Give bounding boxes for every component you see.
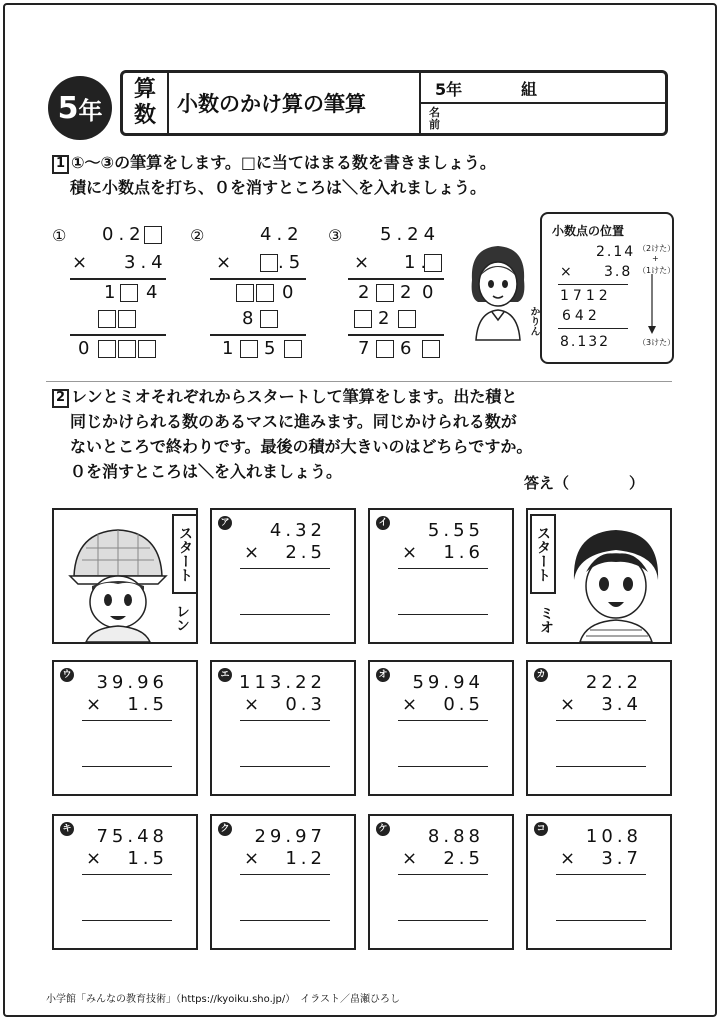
q2-number: 2	[52, 389, 69, 408]
mio-name: ミオ	[538, 606, 554, 634]
start-tag-left: スタート	[172, 514, 198, 594]
ren-illustration	[62, 520, 172, 642]
cell-a: ア 4.32 × 2.5	[210, 508, 356, 644]
start-tag-right: スタート	[530, 514, 556, 594]
cell-ku: ク 29.97 × 1.2	[210, 814, 356, 950]
cell-ko: コ 10.8 × 3.7	[526, 814, 672, 950]
grade-label: 5年	[435, 80, 463, 99]
grade-badge: 5 年	[48, 76, 112, 140]
answer-line[interactable]	[82, 920, 172, 921]
answer-box[interactable]	[398, 310, 416, 328]
answer-box[interactable]	[118, 310, 136, 328]
karin-illustration	[460, 240, 536, 344]
answer-box[interactable]	[98, 340, 116, 358]
answer-line[interactable]	[240, 920, 330, 921]
unit-title: 小数のかけ算の筆算	[177, 92, 366, 116]
answer-line[interactable]	[556, 920, 646, 921]
cell-e: エ 113.22 × 0.3	[210, 660, 356, 796]
answer-line[interactable]	[398, 920, 488, 921]
cell-u: ウ 39.96 × 1.5	[52, 660, 198, 796]
problem-3: ③ 5.24 × 1. 2 2 0 2 7 6	[328, 222, 458, 362]
section-divider	[46, 381, 672, 382]
answer-line[interactable]	[398, 614, 488, 615]
header-box	[120, 70, 668, 136]
answer-line[interactable]	[556, 766, 646, 767]
grade-class-row	[421, 73, 667, 104]
answer-box[interactable]	[354, 310, 372, 328]
mio-illustration	[562, 520, 668, 642]
answer-line[interactable]	[240, 766, 330, 767]
arrow-down-icon	[646, 274, 658, 336]
cell-i: イ 5.55 × 1.6	[368, 508, 514, 644]
answer-box[interactable]	[98, 310, 116, 328]
subject-label: 算 数	[123, 73, 169, 133]
answer-box[interactable]	[260, 310, 278, 328]
student-info	[419, 73, 667, 133]
answer-line[interactable]	[398, 766, 488, 767]
answer-box[interactable]	[120, 284, 138, 302]
answer-line[interactable]	[82, 766, 172, 767]
answer-box[interactable]	[376, 284, 394, 302]
answer-line[interactable]	[240, 614, 330, 615]
cell-ka: カ 22.2 × 3.4	[526, 660, 672, 796]
q1-instructions: 1 ①～③の筆算をします。□に当てはまる数を書きましょう。 積に小数点を打ち、０を消すところは＼を入れましょう。	[52, 150, 496, 200]
decimal-point-callout: 小数点の位置 2.14 （2けた） + × 3.8 （1けた） 1712 642 8.132 （3けた）	[540, 212, 674, 364]
q2-instructions: 2 レンとミオそれぞれからスタートして筆算をします。出た積と 同じかけられる数のあるマスに進みます。同じかけられる数が ないところで終わりです。最後の積が大きいのはどちらですか。 ０を消すところは＼を入れましょう。	[52, 384, 532, 484]
answer-box[interactable]	[138, 340, 156, 358]
karin-name: かりん	[528, 306, 539, 336]
cell-ke: ケ 8.88 × 2.5	[368, 814, 514, 950]
footer-credit: 小学館「みんなの教育技術」（https://kyoiku.sho.jp/） イラスト／畠瀬ひろし	[46, 994, 400, 1005]
callout-title: 小数点の位置	[552, 224, 625, 238]
answer-box[interactable]	[236, 284, 254, 302]
answer-box[interactable]	[240, 340, 258, 358]
answer-box[interactable]	[118, 340, 136, 358]
answer-box[interactable]	[144, 226, 162, 244]
answer-box[interactable]	[376, 340, 394, 358]
cell-o: オ 59.94 × 0.5	[368, 660, 514, 796]
problem-1: ① 0.2 × 3.4 1 4 0	[52, 224, 168, 359]
answer-box[interactable]	[260, 254, 278, 272]
name-label[interactable]: 名前	[429, 106, 440, 131]
answer-box[interactable]	[422, 340, 440, 358]
q1-number: 1	[52, 155, 69, 174]
ren-name: レン	[174, 604, 190, 632]
answer-box[interactable]	[256, 284, 274, 302]
class-label[interactable]: 組	[521, 80, 538, 99]
answer-field[interactable]: 答え（ ）	[524, 474, 645, 492]
answer-box[interactable]	[284, 340, 302, 358]
answer-box[interactable]	[424, 254, 442, 272]
problem-2: ② 4.2 × .5 0 8 1 5	[190, 224, 306, 359]
cell-ki: キ 75.48 × 1.5	[52, 814, 198, 950]
